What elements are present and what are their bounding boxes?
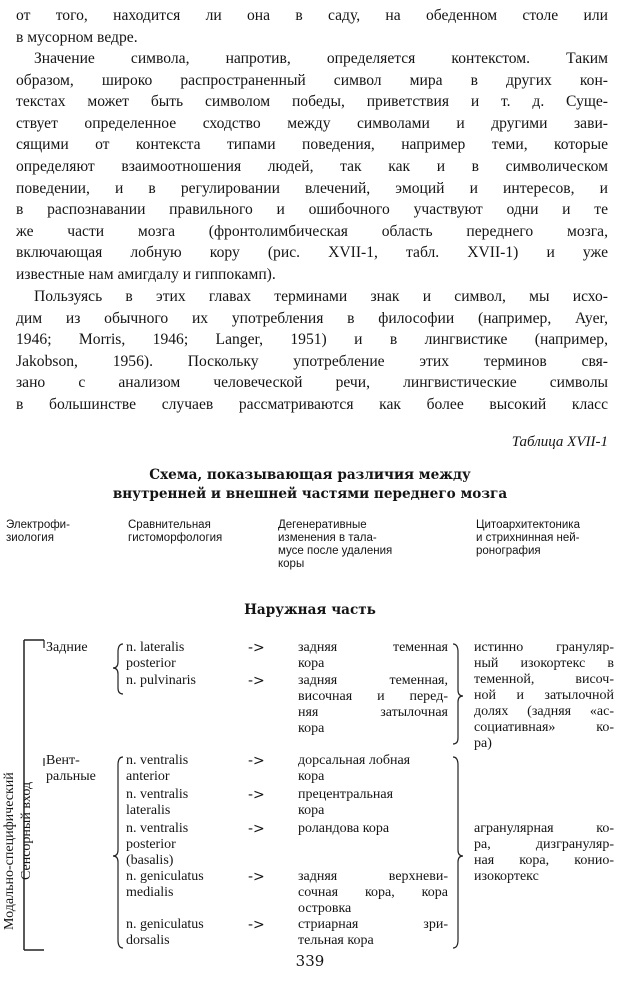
text-line: 1946; Morris, 1946; Langer, 1951) и в лингвистике (например, (16, 331, 608, 349)
nucleus (126, 640, 184, 672)
cortex-cell (298, 787, 448, 819)
cortex-cell (298, 821, 448, 837)
cyto-cell (474, 821, 614, 885)
nucleus (126, 787, 188, 819)
caption-line: внутренней и внешней частями переднего мозга (112, 486, 508, 502)
nucleus (126, 917, 204, 949)
page-number: 339 (295, 952, 325, 970)
column-header-line: коры (278, 558, 305, 570)
column-header-line: гистоморфология (128, 532, 223, 544)
cyto-line: социативная» ко- (474, 720, 614, 735)
nucleus-line: n. ventralis (126, 787, 189, 802)
cortex-line: задняя теменная (298, 640, 448, 655)
text-line: в мусорном ведре. (16, 28, 138, 46)
cortex-line: дорсальная лобная (298, 753, 411, 768)
cortex-cell (298, 917, 448, 949)
text-line: образом, широко распространенный символ мира в других кон- (16, 71, 608, 89)
column-header-line: ронография (476, 545, 541, 557)
nucleus-line: posterior (126, 656, 176, 671)
table-label: Таблица XVII-1 (511, 434, 608, 450)
text-line: от того, находится ли она в саду, на обеденном столе или (16, 7, 608, 24)
cyto-line: теменной, височ- (474, 672, 614, 687)
arrow-icon: -> (248, 640, 265, 656)
nucleus-line: n. geniculatus (126, 869, 204, 884)
cyto-line: ной и затылочной (474, 688, 614, 703)
cortex-line: роландова кора (298, 821, 390, 836)
column-header-line: Электрофи- (6, 519, 70, 531)
text-line: ствует определенное сходство между символами и другими зави- (16, 114, 608, 132)
arrow-icon: -> (248, 787, 265, 803)
caption-line: Схема, показывающая различия между (149, 467, 471, 483)
text-line: же части мозга (фронтолимбическая область переднего мозга, (16, 222, 608, 240)
cyto-line: истинно грануляр- (474, 640, 614, 655)
column-header-line: и стрихнинная ней- (476, 532, 580, 544)
cortex-cell (298, 869, 448, 917)
text-line: зано с анализом человеческой речи, лингвистические символы (16, 374, 608, 392)
cortex-line: задняя верхневи- (298, 869, 448, 884)
cortex-cell (298, 753, 448, 785)
cortex-line: задняя теменная, (298, 673, 448, 688)
nucleus (126, 673, 196, 689)
column-header-line: изменения в тала- (278, 532, 377, 544)
vertical-label: Модально-специфический (2, 772, 17, 930)
cortex-line: стриарная зри- (298, 917, 448, 932)
cortex-line: кора (298, 721, 325, 736)
text-line: дим из обычного их употребления в философии (например, Ayer, (16, 309, 608, 327)
text-line: в распознавании правильного и ошибочного участвуют одни и те (16, 201, 608, 219)
column-header-line: зиология (6, 532, 54, 544)
cyto-line: долях (задняя «ас- (474, 704, 614, 719)
cortex-cell (298, 640, 448, 672)
text-line: Jakobson, 1956). Поскольку употребление этих терминов свя- (16, 352, 608, 370)
nucleus-line: n. ventralis (126, 821, 189, 836)
text-line: определяют взаимоотношения людей, так как и в символическом (16, 157, 608, 175)
arrow-icon: -> (248, 869, 265, 885)
column-header-line: Сравнительная (128, 519, 211, 531)
nucleus-line: n. ventralis (126, 753, 189, 768)
text-line: текстах может быть символом победы, приветствия и т. д. Суще- (16, 93, 608, 111)
arrow-icon: -> (248, 753, 265, 769)
text-line: поведении, и в регулировании влечений, эмоций и интересов, и (16, 179, 608, 197)
cortex-line: кора (298, 656, 325, 671)
cortex-line: няя затылочная (298, 705, 448, 720)
text-line: Пользуясь в этих главах терминами знак и символ, мы исхо- (34, 288, 608, 305)
arrow-icon: -> (248, 821, 265, 837)
nucleus-line: n. pulvinaris (126, 673, 196, 688)
group-label: Вент- (46, 753, 80, 768)
nucleus (126, 753, 188, 785)
cyto-line: ра) (474, 736, 492, 751)
nucleus (126, 869, 204, 901)
text-line: Значение символа, напротив, определяется контекстом. Таким (34, 50, 608, 67)
nucleus-line: posterior (126, 837, 176, 852)
nucleus-line: (basalis) (126, 853, 174, 868)
text-line: включающая лобную кору (рис. XVII-1, табл. XVII-1) и уже (16, 244, 608, 262)
cyto-line: ный изокортекс в (474, 656, 614, 671)
vertical-label: Сенсорный вход (19, 781, 34, 880)
nucleus-line: n. lateralis (126, 640, 185, 655)
cortex-line: прецентральная (298, 787, 394, 802)
nucleus-line: n. geniculatus (126, 917, 204, 932)
cortex-line: тельная кора (298, 933, 374, 948)
cortex-line: кора (298, 769, 325, 784)
nucleus-line: anterior (126, 769, 170, 784)
cyto-cell (474, 640, 614, 752)
cyto-line: ная кора, конио- (474, 853, 614, 868)
cortex-line: сочная кора, кора (298, 885, 448, 900)
section-title: Наружная часть (244, 602, 376, 618)
group-label: Задние (46, 640, 88, 655)
cortex-line: островка (298, 901, 352, 916)
cyto-line: агранулярная ко- (474, 821, 614, 836)
arrow-icon: -> (248, 673, 265, 689)
nucleus (126, 821, 188, 869)
arrow-icon: -> (248, 917, 265, 933)
text-line: сящими от контекста типами поведения, например теми, которые (16, 136, 608, 154)
text-line: известные нам амигдалу и гиппокамп). (16, 265, 276, 283)
column-header-line: мусе после удаления (278, 545, 393, 557)
text-line: в большинстве случаев рассматриваются как более высокий класс (16, 395, 608, 413)
group-label: ральные (46, 769, 96, 784)
cortex-cell (298, 673, 448, 737)
cyto-line: изокортекс (474, 869, 539, 884)
column-header-line: Дегенеративные (278, 519, 367, 531)
cyto-line: ра, дизгрануляр- (474, 837, 614, 852)
column-header-line: Цитоархитектоника (476, 519, 580, 531)
cortex-line: височная и перед- (298, 689, 448, 704)
nucleus-line: medialis (126, 885, 174, 900)
cortex-line: кора (298, 803, 325, 818)
nucleus-line: dorsalis (126, 933, 170, 948)
nucleus-line: lateralis (126, 803, 171, 818)
